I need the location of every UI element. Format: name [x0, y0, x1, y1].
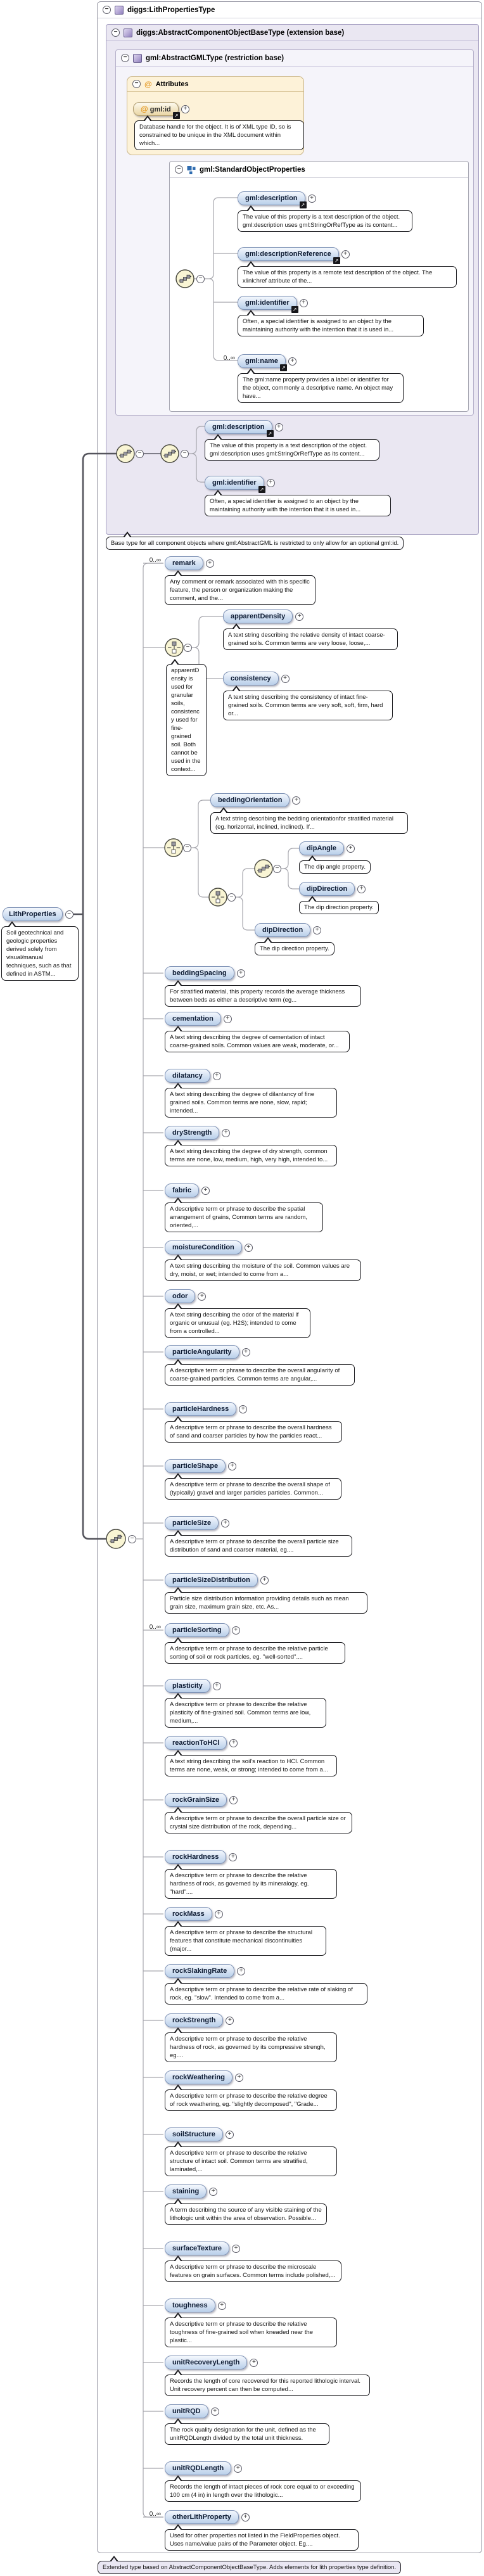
occurs-label: 0..∞	[149, 557, 161, 564]
expand-icon[interactable]	[341, 250, 350, 258]
expand-icon[interactable]	[222, 1129, 230, 1137]
expand-icon[interactable]	[275, 423, 283, 431]
annotation: The value of this property is a text description of the object. gml:description uses gml:StringOrRefType as its content...	[238, 210, 412, 232]
expand-icon[interactable]	[181, 105, 189, 113]
element-rockmass[interactable]: rockMass	[165, 1907, 212, 1921]
element-particleangularity[interactable]: particleAngularity	[165, 1345, 239, 1359]
element-moisturecondition[interactable]: moistureCondition	[165, 1240, 242, 1254]
attribute-label: gml:id	[150, 106, 171, 113]
element-beddingspacing[interactable]: beddingSpacing	[165, 966, 234, 980]
annotation: A text string describing the relative density of intact coarse-grained soils. Common terms are very loose, loose,...	[223, 628, 398, 650]
element-label: gml:descriptionReference	[245, 250, 331, 258]
annotation: A descriptive term or phrase to describe the overall particle size or crystal size distribution of the rock, depending...	[165, 1812, 352, 1833]
open-link-icon[interactable]	[300, 201, 307, 208]
element-gml-identifier[interactable]	[238, 296, 297, 310]
attribute-icon	[144, 80, 152, 89]
expand-icon[interactable]	[209, 2188, 217, 2196]
element-particlesize[interactable]: particleSize	[165, 1516, 219, 1530]
choice-annotation: apparentDensity is used for granular soils, consistency used for fine-grained soil. Both cannot be used in the context...	[166, 664, 207, 776]
annotation: A descriptive term or phrase to describe the relative hardness of rock, as governed by its mineralogy, eg. "hard"....	[165, 1869, 337, 1899]
collapse-icon[interactable]	[196, 275, 205, 283]
expand-icon[interactable]	[288, 357, 296, 366]
collapse-icon[interactable]	[128, 1535, 136, 1543]
collapse-icon[interactable]	[175, 165, 183, 174]
expand-icon[interactable]	[250, 2359, 258, 2367]
expand-icon[interactable]	[224, 1015, 232, 1023]
expand-icon[interactable]	[239, 1405, 247, 1413]
expand-icon[interactable]	[201, 1187, 210, 1195]
complex-type-icon	[133, 54, 142, 63]
annotation: The rock quality designation for the unit, defined as the unitRQDLength divided by the total unit thickness.	[165, 2423, 329, 2445]
expand-icon[interactable]	[228, 1462, 236, 1470]
element-drystrength[interactable]: dryStrength	[165, 1126, 219, 1140]
expand-icon[interactable]	[229, 1739, 238, 1747]
expand-icon[interactable]	[234, 2464, 242, 2473]
annotation: Particle size distribution information providing details such as mean grain size, maximum grain size, etc. As...	[165, 1592, 367, 1614]
expand-icon[interactable]	[308, 194, 316, 203]
expand-icon[interactable]	[357, 885, 366, 893]
type-title: diggs:LithPropertiesType	[127, 6, 215, 14]
expand-icon[interactable]	[260, 1576, 269, 1584]
annotation: A text string describing the consistency of intact fine-grained soils. Common terms are very soft, soft, firm, hard or...	[223, 691, 393, 720]
collapse-icon[interactable]	[183, 844, 191, 852]
element-gml-identifier[interactable]	[205, 476, 264, 490]
annotation: A descriptive term or phrase to describe the microscale features on grain surfaces. Common terms include polished,...	[165, 2260, 341, 2282]
element-label: gml:identifier	[212, 479, 257, 487]
expand-icon[interactable]	[237, 1967, 245, 1975]
expand-icon[interactable]	[295, 613, 303, 621]
element-unitrecoverylength[interactable]: unitRecoveryLength	[165, 2356, 247, 2369]
open-link-icon[interactable]	[267, 430, 274, 437]
annotation: A descriptive term or phrase to describe the overall hardness of sand and coarser particles by how the particles react...	[165, 1421, 342, 1443]
annotation: A text string describing the odor of the material if organic or unusual (eg. H2S); intended to come from a controlled...	[165, 1308, 310, 1338]
element-rockstrength[interactable]: rockStrength	[165, 2013, 223, 2027]
element-reactiontohcl[interactable]: reactionToHCl	[165, 1736, 227, 1750]
annotation: Database handle for the object. It is of XML type ID, so is constrained to be unique in the XML document within which...	[134, 120, 304, 150]
expand-icon[interactable]	[232, 1626, 240, 1635]
annotation: A descriptive term or phrase to describe the relative hardness of rock, as governed by its compressive strengh, eg....	[165, 2032, 337, 2062]
expand-icon[interactable]	[313, 926, 321, 934]
element-gml-name[interactable]	[238, 354, 286, 368]
annotation: A descriptive term or phrase to describe the relative structure of intact soil. Common terms are stratified, laminated,...	[165, 2146, 337, 2176]
element-toughness[interactable]: toughness	[165, 2299, 215, 2312]
expand-icon[interactable]	[215, 1910, 223, 1918]
open-link-icon[interactable]	[333, 257, 340, 264]
annotation: A descriptive term or phrase to describe the relative degree of rock weathering, eg. "slightly decomposed", "Grade...	[165, 2089, 337, 2111]
element-dipdirection[interactable]: dipDirection	[299, 882, 355, 896]
annotation: Any comment or remark associated with this specific feature, the person or organization making the comment, and the...	[165, 575, 315, 605]
element-surfacetexture[interactable]: surfaceTexture	[165, 2241, 229, 2255]
expand-icon[interactable]	[198, 1292, 206, 1301]
element-dipdirection[interactable]: dipDirection	[255, 923, 310, 937]
attributes-title: Attributes	[155, 80, 189, 88]
element-beddingorientation[interactable]: beddingOrientation	[210, 793, 290, 807]
element-apparentdensity[interactable]: apparentDensity	[223, 609, 293, 623]
element-rockgrainsize[interactable]: rockGrainSize	[165, 1793, 227, 1807]
element-cementation[interactable]: cementation	[165, 1012, 221, 1026]
annotation: A text string describing the degree of dilantancy of fine grained soils. Common terms are none, slow, rapid; intended...	[165, 1088, 337, 1118]
annotation: A term describing the source of any visible staining of the lithologic unit within the area of observation. Possible...	[165, 2203, 327, 2225]
element-label: gml:description	[245, 194, 298, 202]
element-rockweathering[interactable]: rockWeathering	[165, 2070, 232, 2084]
open-link-icon[interactable]	[291, 306, 298, 313]
base-type-title: diggs:AbstractComponentObjectBaseType (extension base)	[136, 29, 345, 37]
expand-icon[interactable]	[237, 969, 245, 978]
element-particlesorting[interactable]: particleSorting	[165, 1623, 229, 1637]
collapse-icon[interactable]	[65, 910, 73, 919]
expand-icon[interactable]	[211, 2407, 219, 2416]
element-remark[interactable]: remark	[165, 556, 203, 570]
element-unitrqd[interactable]: unitRQD	[165, 2404, 208, 2418]
annotation: The value of this property is a remote text description of the object. The xlink:href attribute of the...	[238, 266, 457, 288]
annotation: The dip angle property.	[299, 860, 371, 874]
occurs-label: 0..∞	[223, 355, 235, 362]
expand-icon[interactable]	[213, 1072, 221, 1080]
expand-icon[interactable]	[267, 479, 275, 487]
collapse-icon[interactable]	[136, 450, 144, 458]
element-otherlithproperty[interactable]: otherLithProperty	[165, 2510, 239, 2524]
annotation: A descriptive term or phrase to describe the structural features that constitute mechanical discontinuities (major...	[165, 1926, 326, 1956]
base-type-note: Base type for all component objects where gml:AbstractGML is restricted to only allow for an optional gml:id.	[106, 537, 404, 550]
collapse-icon[interactable]	[227, 893, 236, 902]
annotation: A descriptive term or phrase to describe the relative rate of slaking of rock, eg. "slow". Intended to come from a...	[165, 1983, 367, 2005]
open-link-icon[interactable]	[173, 112, 180, 119]
collapse-icon[interactable]	[273, 865, 281, 873]
collapse-icon[interactable]	[121, 54, 129, 62]
expand-icon[interactable]	[213, 1682, 221, 1690]
element-lithproperties[interactable]: LithProperties	[3, 907, 63, 921]
annotation: A descriptive term or phrase to describe the overall particle size distribution of sand and coarser material, eg....	[165, 1535, 352, 1557]
complex-type-icon	[115, 6, 124, 15]
expand-icon[interactable]	[232, 2245, 240, 2253]
element-staining[interactable]: staining	[165, 2184, 207, 2198]
element-particleshape[interactable]: particleShape	[165, 1459, 226, 1473]
expand-icon[interactable]	[226, 2017, 234, 2025]
annotation: A descriptive term or phrase to describe the overall angularity of coarse-grained particles. Common terms are angular,...	[165, 1364, 355, 1386]
expand-icon[interactable]	[218, 2302, 226, 2310]
annotation: A descriptive term or phrase to describe the overall shape of (typically) gravel and larger particles particles. Common...	[165, 1478, 341, 1500]
element-rockhardness[interactable]: rockHardness	[165, 1850, 226, 1864]
complex-type-icon	[124, 29, 132, 37]
annotation: The value of this property is a text description of the object. gml:description uses gml:StringOrRefType as its content...	[205, 439, 379, 461]
open-link-icon[interactable]	[280, 364, 287, 371]
occurs-label: 0..∞	[149, 1624, 161, 1631]
annotation: A text string describing the degree of cementation of intact coarse-grained soils. Common values are weak, moderate, or...	[165, 1031, 350, 1052]
annotation: Used for other properties not listed in the FieldProperties object. Uses name/value pairs of the Parameter object. Eg....	[165, 2529, 359, 2551]
element-gml-description[interactable]	[238, 191, 305, 205]
annotation: A text string describing the bedding orientationfor stratified material (eg. horizontal, inclined, inclined). If...	[210, 812, 408, 834]
annotation: Records the length of core recovered for this reported lithologic interval. Unit recovery percent can then be computed...	[165, 2375, 370, 2396]
annotation: Often, a special identifier is assigned to an object by the maintaining authority with the intention that it is used in...	[205, 495, 391, 516]
expand-icon[interactable]	[300, 299, 308, 307]
annotation: Records the length of intact pieces of rock core equal to or exceeding 100 cm (4 in) in length over the lithologic...	[165, 2480, 361, 2502]
element-unitrqdlength[interactable]: unitRQDLength	[165, 2461, 231, 2475]
element-rockslakingrate[interactable]: rockSlakingRate	[165, 1964, 234, 1978]
element-particlehardness[interactable]: particleHardness	[165, 1402, 236, 1416]
annotation: A descriptive term or phrase to describe the relative particle sorting of soil or rock particles, eg. "well-sorted"....	[165, 1642, 345, 1664]
element-fabric[interactable]: fabric	[165, 1183, 199, 1197]
annotation: Soil geotechnical and geologic properties derived solely from visual/manual techniques, such as that defined in ASTM...	[1, 926, 79, 981]
element-dilatancy[interactable]: dilatancy	[165, 1069, 210, 1083]
annotation: The dip direction property.	[255, 942, 334, 955]
expand-icon[interactable]	[235, 2074, 243, 2082]
expand-icon[interactable]	[242, 1348, 250, 1356]
collapse-icon[interactable]	[132, 80, 141, 88]
collapse-icon[interactable]	[111, 29, 120, 37]
expand-icon[interactable]	[229, 1796, 238, 1804]
expand-icon[interactable]	[245, 1244, 253, 1252]
annotation: A descriptive term or phrase to describe the spatial arrangement of grains, Common terms are random, oriented,...	[165, 1202, 323, 1232]
expand-icon[interactable]	[221, 1519, 229, 1527]
annotation: Often, a special identifier is assigned to an object by the maintaining authority with the intention that it is used in...	[238, 315, 424, 336]
model-group-icon	[187, 165, 196, 174]
expand-icon[interactable]	[281, 675, 290, 683]
element-soilstructure[interactable]: soilStructure	[165, 2127, 223, 2141]
element-label: gml:name	[245, 357, 278, 365]
expand-icon[interactable]	[241, 2513, 250, 2522]
element-particlesizedistribution[interactable]: particleSizeDistribution	[165, 1573, 258, 1587]
attribute-icon	[141, 105, 148, 113]
expand-icon[interactable]	[347, 845, 355, 853]
collapse-icon[interactable]	[103, 6, 111, 14]
element-label: gml:identifier	[245, 299, 290, 307]
expand-icon[interactable]	[206, 559, 214, 568]
occurs-label: 0..∞	[149, 2511, 161, 2518]
footer-note: Extended type based on AbstractComponentObjectBaseType. Adds elements for lith properties type definition.	[98, 2561, 401, 2574]
element-gml-descriptionreference[interactable]	[238, 247, 339, 261]
collapse-icon[interactable]	[184, 644, 192, 652]
annotation: A text string describing the moisture of the soil. Common values are dry, moist, or wet; intended to come from a...	[165, 1259, 361, 1281]
expand-icon[interactable]	[229, 1853, 237, 1861]
attribute-gml-id[interactable]	[133, 102, 179, 116]
element-plasticity[interactable]: plasticity	[165, 1679, 210, 1693]
element-label: gml:description	[212, 423, 265, 431]
annotation: The gml:name property provides a label or identifier for the object, commonly a descriptive name. An object may have...	[238, 373, 404, 403]
annotation: For stratified material, this property records the average thickness between beds as either a descriptive term (eg...	[165, 985, 361, 1007]
gml-type-title: gml:AbstractGMLType (restriction base)	[146, 54, 284, 62]
element-odor[interactable]: odor	[165, 1289, 195, 1303]
standard-properties-title: gml:StandardObjectProperties	[200, 165, 305, 174]
expand-icon[interactable]	[226, 2131, 234, 2139]
collapse-icon[interactable]	[181, 450, 189, 458]
element-gml-description[interactable]	[205, 420, 272, 434]
open-link-icon[interactable]	[258, 486, 265, 493]
annotation: A descriptive term or phrase to describe the relative toughness of fine-grained soil when kneaded near the plastic...	[165, 2318, 337, 2347]
element-consistency[interactable]: consistency	[223, 672, 279, 685]
annotation: A text string describing the degree of dry strength, common terms are none, low, medium, high, very high, intended to...	[165, 1145, 337, 1166]
expand-icon[interactable]	[292, 796, 300, 805]
element-dipangle[interactable]: dipAngle	[299, 841, 344, 855]
annotation: A descriptive term or phrase to describe the relative plasticity of fine-grained soil. Common terms are low, medium,...	[165, 1698, 326, 1728]
annotation: The dip direction property.	[299, 901, 379, 914]
annotation: A text string describing the soil's reaction to HCl. Common terms are none, weak, or strong; intended to come from a...	[165, 1755, 337, 1776]
